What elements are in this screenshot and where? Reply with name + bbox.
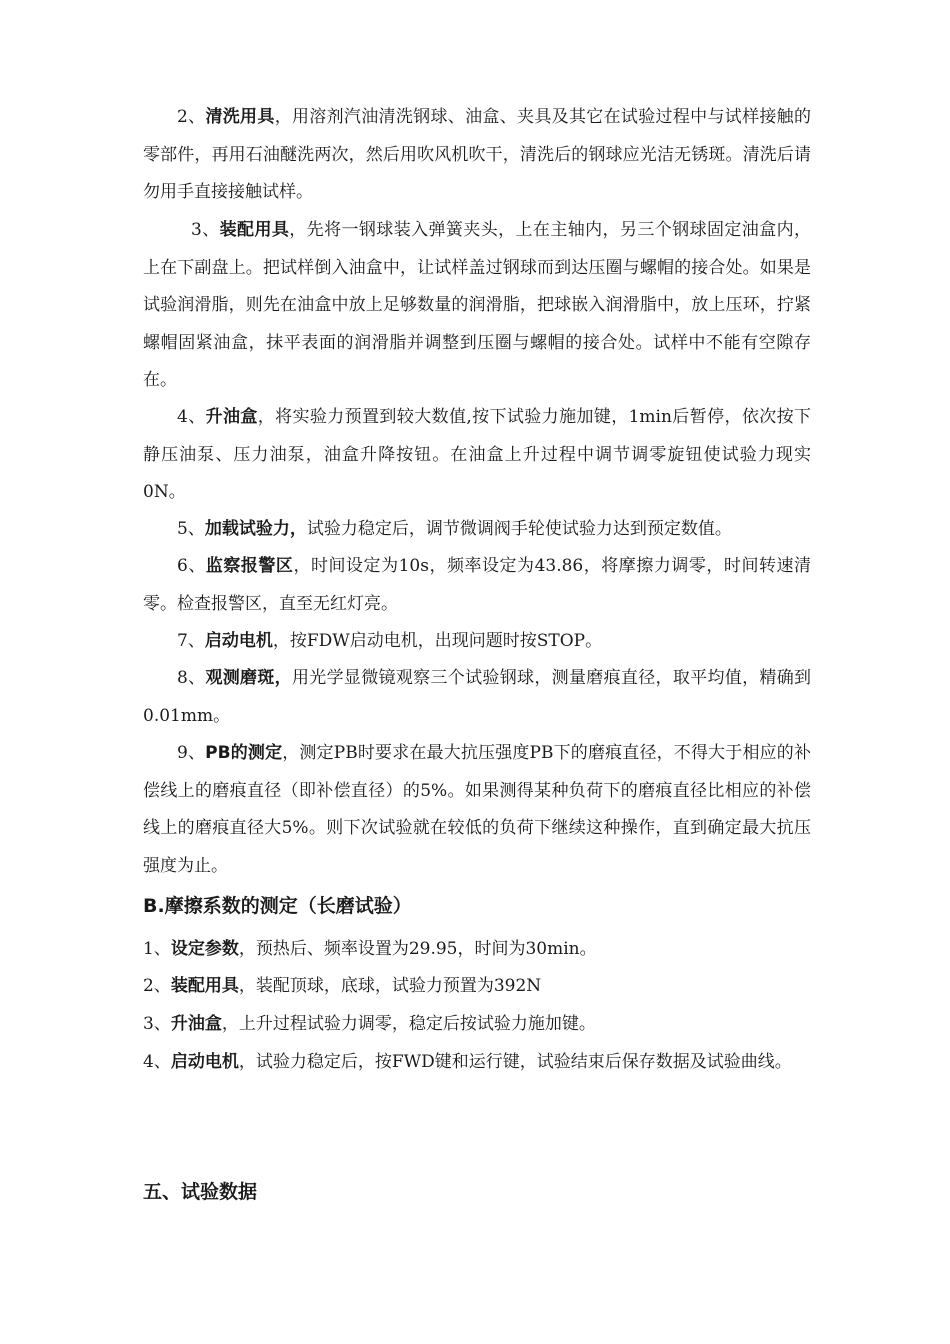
- step-number: 2、: [177, 107, 206, 127]
- step-a-6: [143, 548, 811, 623]
- step-number: 3、: [191, 220, 220, 240]
- step-keyword: 监察报警区: [205, 556, 294, 576]
- step-a-8: [143, 660, 811, 735]
- step-text: ，按FDW启动电机，出现问题时按STOP。: [272, 631, 603, 651]
- step-a-9: [143, 735, 811, 885]
- step-a-5: [143, 511, 811, 549]
- step-keyword: 启动电机: [204, 631, 273, 651]
- step-text: ，测定PB时要求在最大抗压强度PB下的磨痕直径，不得大于相应的补偿线上的磨痕直径（即补偿直径）的5%。如果测得某种负荷下的磨痕直径比相应的补偿线上的磨痕直径大5%。则下次试验就在较低的负荷下继续这种操作，直到确定最大抗压强度为止。: [143, 743, 811, 876]
- step-text: ，上升过程试验力调零，稳定后按试验力施加键。: [221, 1014, 596, 1034]
- step-keyword: 观测磨斑，: [205, 668, 292, 688]
- step-number: 5、: [177, 519, 205, 539]
- step-b-4: [143, 1044, 811, 1082]
- step-text: ，预热后、频率设置为29.95，时间为30min。: [238, 939, 597, 959]
- step-text: ，将实验力预置到较大数值,按下试验力施加键，1min后暂停，依次按下静压油泵、压力油泵，油盒升降按钮。在油盒上升过程中调节调零旋钮使试验力现实0N。: [143, 407, 811, 502]
- step-text: 试验力稳定后，调节微调阀手轮使试验力达到预定数值。: [306, 519, 732, 539]
- step-keyword: 装配用具: [170, 976, 239, 996]
- step-text: ，装配顶球，底球，试验力预置为392N: [238, 976, 542, 996]
- section-five-heading: 五、试验数据: [143, 1181, 258, 1203]
- step-number: 1、: [143, 939, 171, 959]
- step-number: 8、: [177, 668, 206, 688]
- step-a-2: [143, 99, 811, 212]
- step-keyword: 清洗用具: [205, 107, 275, 127]
- section-b-heading: B.摩擦系数的测定（长磨试验）: [143, 895, 412, 917]
- step-number: 4、: [143, 1052, 171, 1072]
- step-text: ，时间设定为10s，频率设定为43.86，将摩擦力调零，时间转速清零。检查报警区，直至无红灯亮。: [143, 556, 811, 614]
- step-a-3: [143, 212, 811, 400]
- step-keyword: 设定参数: [170, 939, 239, 959]
- step-keyword: 启动电机: [170, 1052, 239, 1072]
- step-a-7: [143, 623, 811, 661]
- step-b-3: [143, 1006, 811, 1044]
- step-keyword: PB的测定: [205, 743, 283, 763]
- step-b-2: [143, 968, 811, 1006]
- step-text: ，用溶剂汽油清洗钢球、油盒、夹具及其它在试验过程中与试样接触的零部件，再用石油醚洗两次，然后用吹风机吹干，清洗后的钢球应光洁无锈斑。清洗后请勿用手直接接触试样。: [143, 107, 811, 202]
- step-number: 3、: [143, 1014, 171, 1034]
- step-text: ，试验力稳定后，按FWD键和运行键，试验结束后保存数据及试验曲线。: [238, 1052, 792, 1072]
- step-number: 4、: [177, 407, 206, 427]
- step-number: 6、: [177, 556, 206, 576]
- step-text: 用光学显微镜观察三个试验钢球，测量磨痕直径，取平均值，精确到0.01mm。: [143, 668, 811, 726]
- step-keyword: 升油盒: [205, 407, 258, 427]
- step-number: 2、: [143, 976, 171, 996]
- step-b-1: [143, 931, 811, 969]
- step-keyword: 加载试验力，: [204, 519, 307, 539]
- step-number: 7、: [177, 631, 205, 651]
- step-keyword: 升油盒: [170, 1014, 222, 1034]
- step-a-4: [143, 399, 811, 512]
- step-number: 9、: [177, 743, 206, 763]
- step-keyword: 装配用具: [219, 220, 290, 240]
- step-text: ，先将一钢球装入弹簧夹头，上在主轴内，另三个钢球固定油盒内，上在下副盘上。把试样倒入油盒中，让试样盖过钢球而到达压圈与螺帽的接合处。如果是试验润滑脂，则先在油盒中放上足够数量的润滑脂，把球嵌入润滑脂中，放上压环，拧紧螺帽固紧油盒，抹平表面的润滑脂并调整到压圈与螺帽的接合处。试样中不能有空隙存在。: [143, 220, 812, 390]
